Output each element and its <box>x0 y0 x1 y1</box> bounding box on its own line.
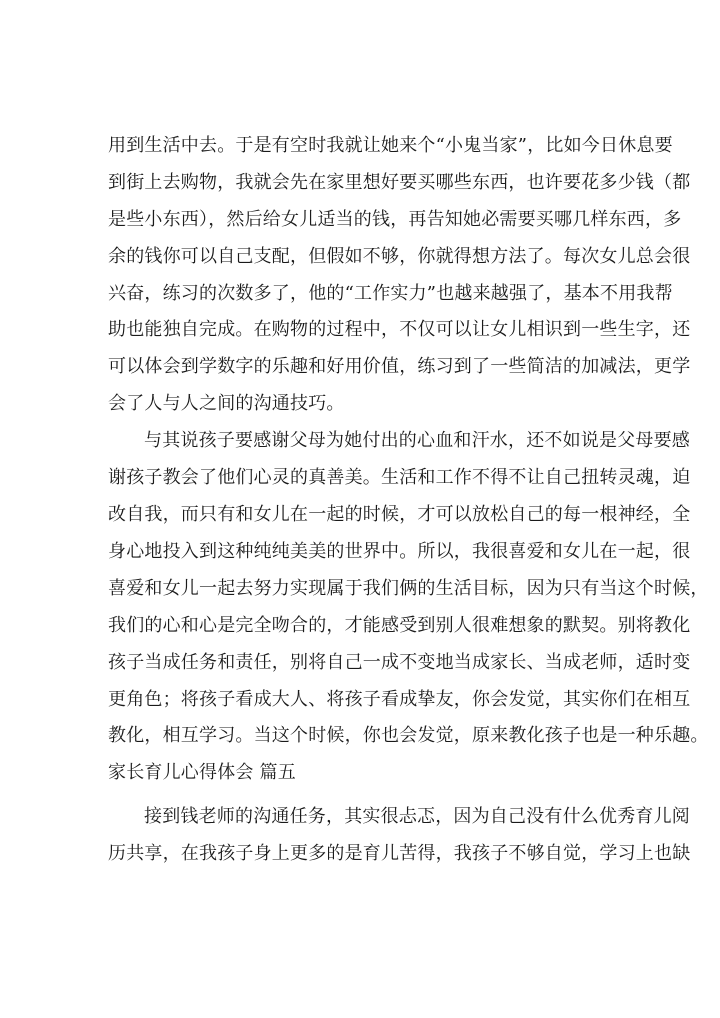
text-line: 到街上去购物，我就会先在家里想好要买哪些东西，也许要花多少钱（都 <box>108 172 691 193</box>
text-line: 兴奋，练习的次数多了，他的“工作实力”也越来越强了，基本不用我帮 <box>108 283 673 304</box>
section-heading: 家长育儿心得体会 篇五 <box>108 762 296 783</box>
text-line: 是些小东西），然后给女儿适当的钱，再告知她必需要买哪几样东西，多 <box>108 209 682 230</box>
text-line: 可以体会到学数字的乐趣和好用价值，练习到了一些简洁的加减法，更学 <box>108 356 691 377</box>
text-line: 我们的心和心是完全吻合的，才能感受到别人很难想象的默契。别将教化 <box>108 615 691 636</box>
text-line: 谢孩子教会了他们心灵的真善美。生活和工作不得不让自己扭转灵魂，迫 <box>108 467 691 488</box>
text-line: 教化，相互学习。当这个时候，你也会发觉，原来教化孩子也是一种乐趣。 <box>108 725 709 746</box>
text-line: 更角色；将孩子看成大人、将孩子看成挚友，你会发觉，其实你们在相互 <box>108 689 691 710</box>
paragraph-start-line: 与其说孩子要感谢父母为她付出的心血和汗水，还不如说是父母要感 <box>144 430 690 451</box>
text-line: 改自我，而只有和女儿在一起的时候，才可以放松自己的每一根神经，全 <box>108 504 691 525</box>
text-line: 历共享，在我孩子身上更多的是育儿苦得，我孩子不够自觉，学习上也缺 <box>108 843 691 864</box>
text-line: 会了人与人之间的沟通技巧。 <box>108 393 345 414</box>
text-line: 孩子当成任务和责任，别将自己一成不变地当成家长、当成老师，适时变 <box>108 652 691 673</box>
text-line: 用到生活中去。于是有空时我就让她来个“小鬼当家”，比如今日休息要 <box>108 135 673 156</box>
text-line: 喜爱和女儿一起去努力实现属于我们俩的生活目标，因为只有当这个时候， <box>108 578 709 599</box>
text-line: 助也能独自完成。在购物的过程中，不仅可以让女儿相识到一些生字，还 <box>108 319 691 340</box>
text-line: 身心地投入到这种纯纯美美的世界中。所以，我很喜爱和女儿在一起，很 <box>108 541 691 562</box>
paragraph-start-line: 接到钱老师的沟通任务，其实很忐忑，因为自己没有什么优秀育儿阅 <box>144 806 690 827</box>
text-line: 余的钱你可以自己支配，但假如不够，你就得想方法了。每次女儿总会很 <box>108 246 691 267</box>
